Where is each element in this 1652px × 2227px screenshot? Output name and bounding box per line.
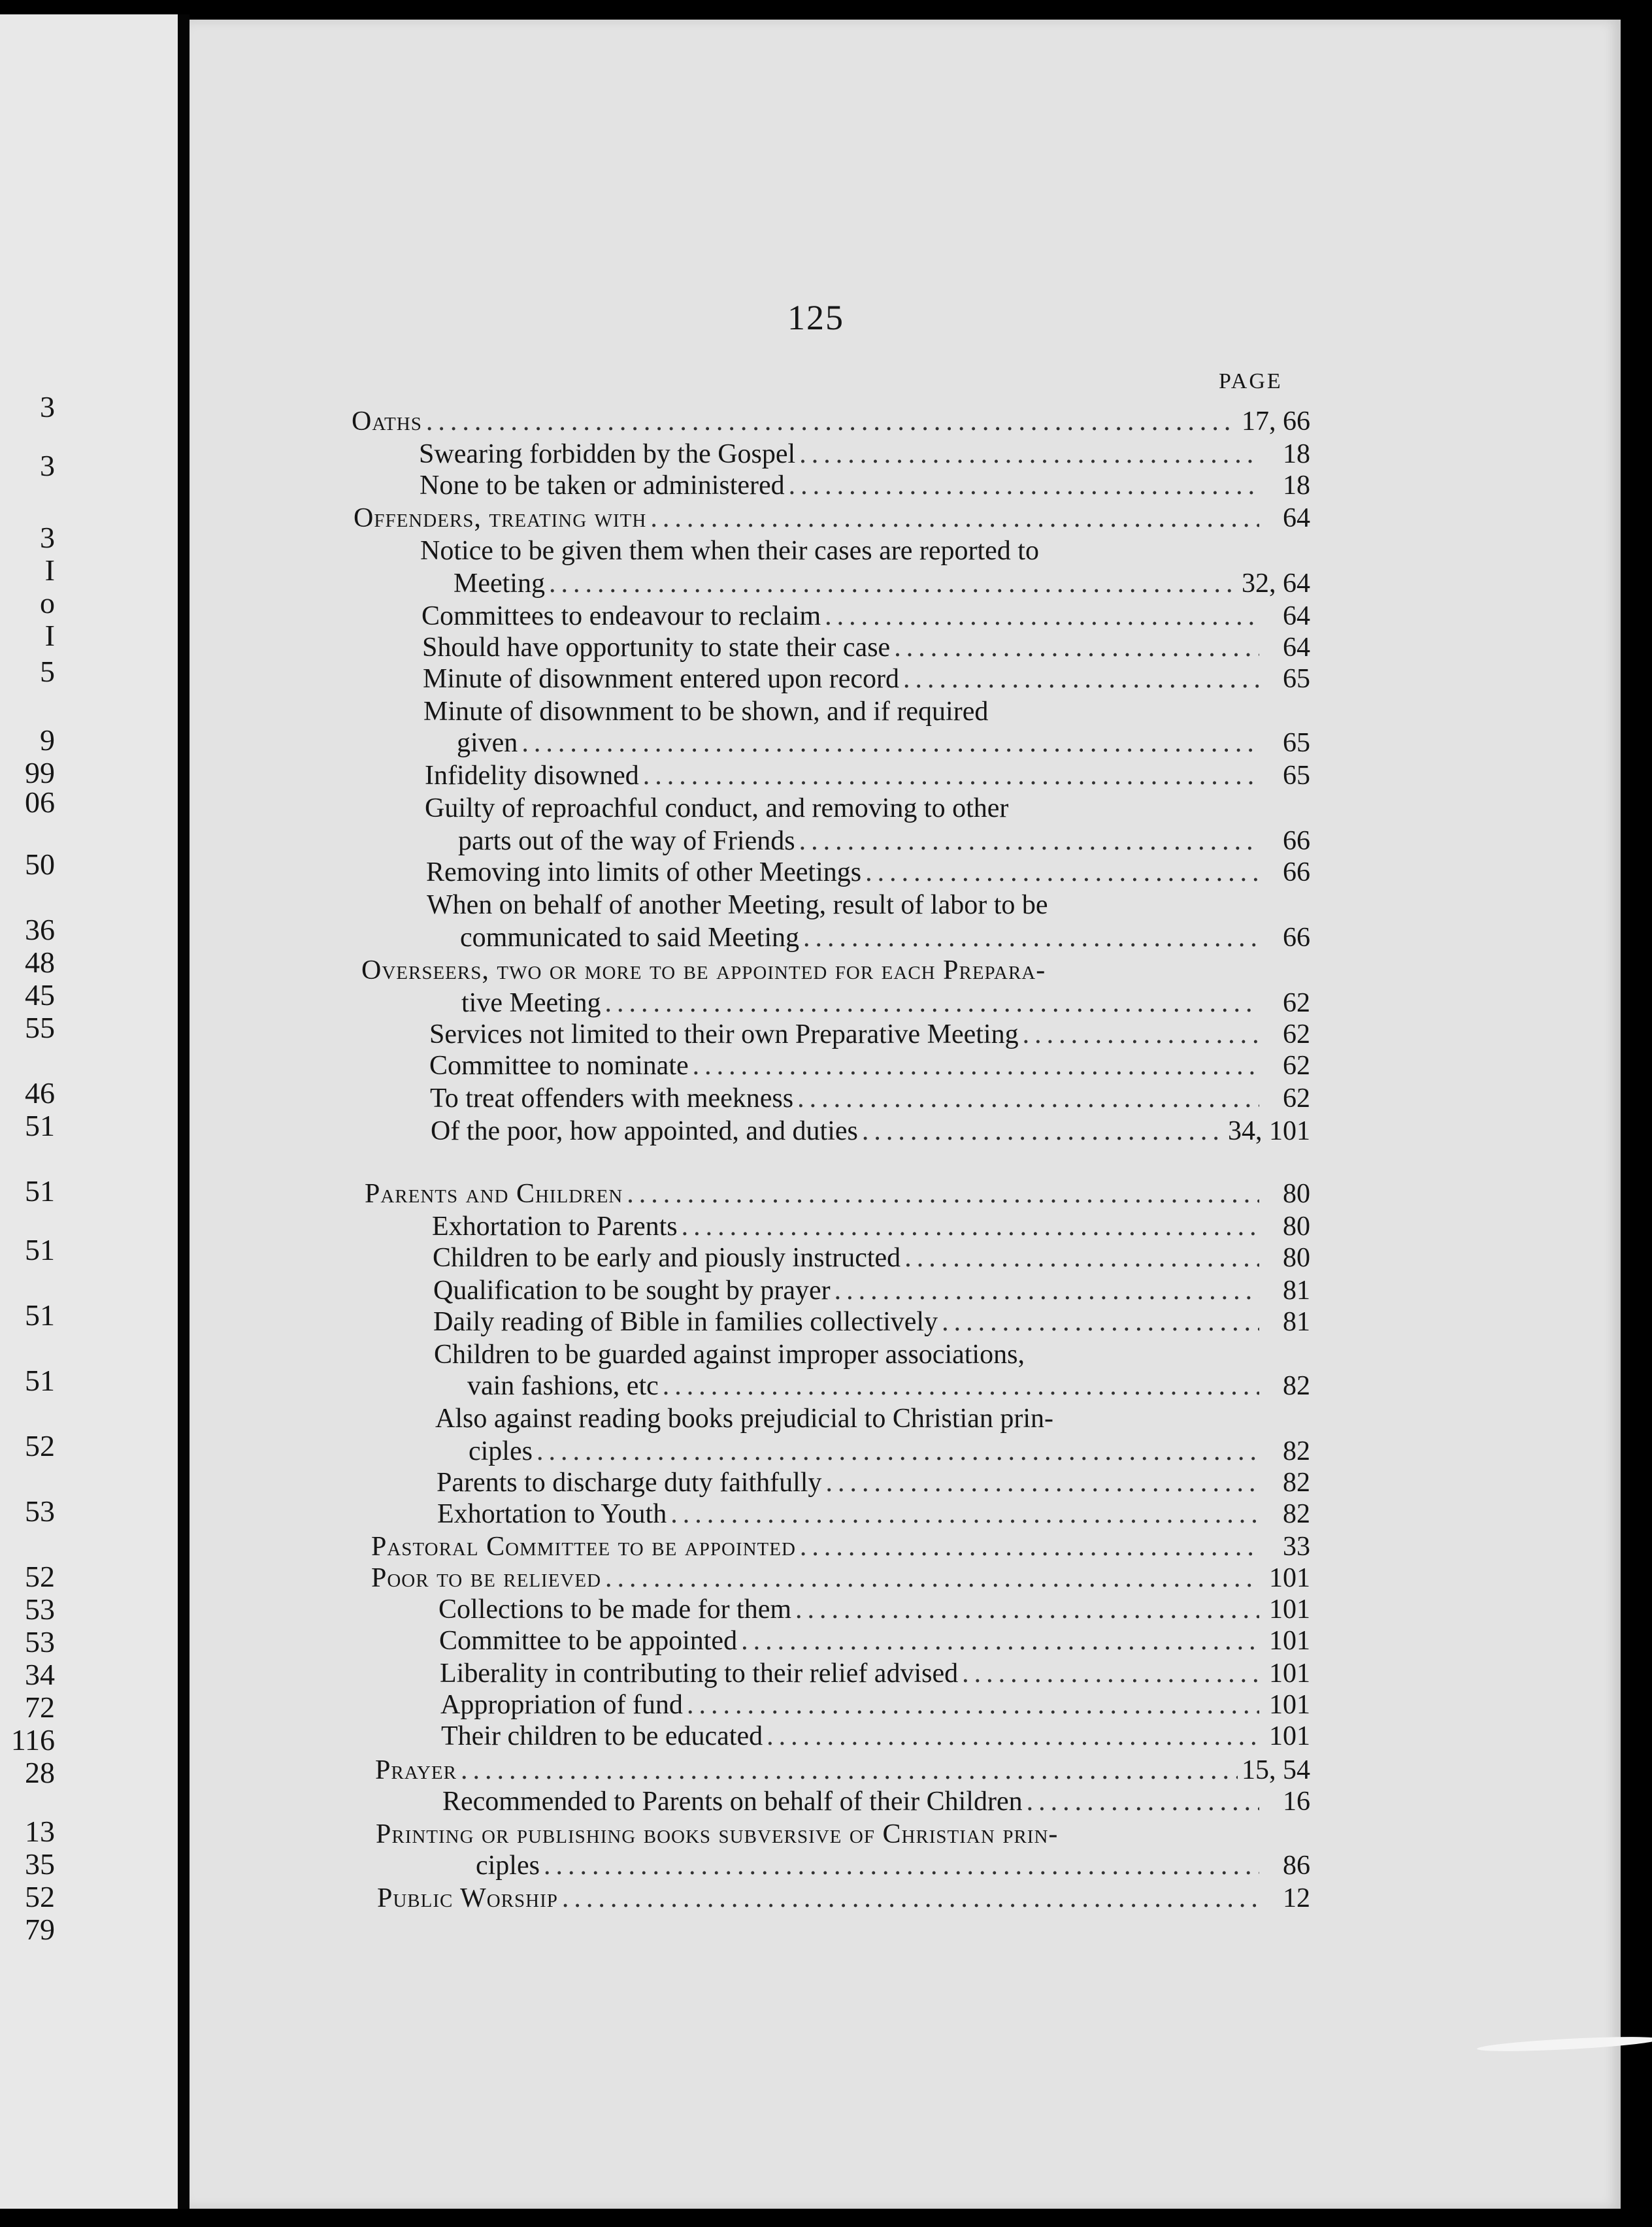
entry-page-ref: 62	[1283, 1051, 1310, 1081]
left-page-number: 53	[25, 1625, 55, 1658]
leader-dots	[687, 1689, 1259, 1721]
entry-text: Poor to be relieved	[371, 1563, 602, 1593]
left-page-number: 51	[25, 1364, 55, 1397]
index-entry	[469, 1435, 1310, 1468]
entry-page-ref: 101	[1269, 1594, 1310, 1625]
index-entry	[441, 1720, 1310, 1753]
leader-dots	[693, 1049, 1259, 1082]
leader-dots	[942, 1306, 1259, 1338]
leader-dots	[789, 469, 1259, 502]
index-heading	[365, 1178, 1310, 1210]
index-entry	[423, 695, 1310, 728]
index-entry	[435, 1402, 1310, 1435]
index-heading	[354, 502, 1310, 535]
entry-text: None to be taken or administered	[420, 470, 785, 501]
entry-page-ref: 82	[1283, 1371, 1310, 1401]
entry-text: Minute of disownment to be shown, and if required	[423, 697, 989, 727]
entry-page-ref: 15, 54	[1242, 1755, 1310, 1785]
entry-page-ref: 66	[1283, 826, 1310, 856]
entry-text: tive Meeting	[461, 988, 601, 1018]
index-heading	[371, 1562, 1310, 1594]
index-entry	[420, 535, 1310, 567]
leader-dots	[682, 1210, 1259, 1243]
index-entry	[460, 921, 1310, 954]
left-page-number: 51	[25, 1298, 55, 1332]
index-entry	[467, 1370, 1310, 1402]
entry-text: Parents to discharge duty faithfully	[437, 1468, 822, 1498]
leader-dots	[825, 600, 1259, 633]
entry-text: Committee to be appointed	[439, 1626, 738, 1656]
leader-dots	[562, 1882, 1259, 1915]
leader-dots	[461, 1754, 1238, 1787]
left-page-number: 28	[25, 1756, 55, 1789]
entry-text: Their children to be educated	[441, 1721, 763, 1751]
leader-dots	[537, 1435, 1259, 1468]
entry-page-ref: 101	[1269, 1563, 1310, 1593]
leader-dots	[799, 825, 1259, 857]
leader-dots	[549, 567, 1238, 600]
index-entry	[419, 438, 1310, 470]
entry-text: Appropriation of fund	[440, 1690, 683, 1720]
leader-dots	[604, 987, 1259, 1019]
entry-page-ref: 65	[1283, 664, 1310, 694]
entry-page-ref: 64	[1283, 601, 1310, 631]
leader-dots	[670, 1498, 1259, 1530]
left-page-number: 79	[25, 1913, 55, 1946]
left-page-number: 51	[25, 1109, 55, 1142]
entry-text: Committee to nominate	[429, 1051, 689, 1081]
entry-page-ref: 62	[1283, 1019, 1310, 1049]
left-page-number: 51	[25, 1174, 55, 1208]
entry-text: communicated to said Meeting	[460, 923, 800, 953]
entry-page-ref: 82	[1283, 1468, 1310, 1498]
leader-dots	[904, 1242, 1259, 1274]
index-entry	[427, 889, 1310, 921]
index-entry	[422, 631, 1310, 664]
leader-dots	[825, 1466, 1259, 1499]
entry-page-ref: 17, 66	[1242, 406, 1310, 437]
left-page-number: 9	[40, 723, 55, 757]
index-heading	[377, 1882, 1310, 1915]
index-entry	[426, 856, 1310, 889]
entry-text: Liberality in contributing to their relief advised	[440, 1658, 959, 1689]
entry-text: Pastoral Committee to be appointed	[371, 1532, 796, 1562]
index-heading	[375, 1754, 1310, 1787]
left-page-number: 53	[25, 1494, 55, 1528]
entry-text: Guilty of reproachful conduct, and removing to other	[425, 793, 1009, 823]
left-page-number: I	[44, 553, 55, 587]
index-entry	[440, 1657, 1310, 1690]
entry-page-ref: 62	[1283, 988, 1310, 1018]
index-heading	[371, 1530, 1310, 1563]
entry-page-ref: 86	[1283, 1851, 1310, 1881]
left-page-number: 13	[25, 1815, 55, 1848]
leader-dots	[795, 1593, 1259, 1626]
entry-text: given	[457, 728, 518, 758]
left-page-number: 3	[40, 521, 55, 554]
left-page-number: 3	[40, 449, 55, 482]
entry-page-ref: 82	[1283, 1436, 1310, 1466]
entry-text: Infidelity disowned	[425, 761, 639, 791]
index-entry	[429, 1049, 1310, 1082]
leader-dots	[799, 438, 1259, 470]
entry-text: Qualification to be sought by prayer	[433, 1276, 831, 1306]
left-page-number: 51	[25, 1233, 55, 1266]
entry-text: Children to be early and piously instructed	[433, 1243, 901, 1273]
leader-dots	[426, 405, 1238, 438]
entry-page-ref: 34, 101	[1228, 1116, 1310, 1146]
index-heading	[352, 405, 1310, 438]
leader-dots	[797, 1082, 1259, 1115]
left-page-number: 50	[25, 848, 55, 881]
index-entry	[425, 759, 1310, 792]
entry-text: Also against reading books prejudicial to Christian prin-	[435, 1404, 1053, 1434]
leader-dots	[903, 663, 1259, 695]
entry-page-ref: 66	[1283, 923, 1310, 953]
entry-text: Collections to be made for them	[438, 1594, 792, 1625]
entry-text: Should have opportunity to state their case	[422, 633, 891, 663]
entry-text: Notice to be given them when their cases are reported to	[420, 536, 1039, 566]
index-entry	[425, 792, 1310, 825]
left-page-number: 48	[25, 946, 55, 979]
entry-page-ref: 101	[1269, 1721, 1310, 1751]
entry-text: Committees to endeavour to reclaim	[421, 601, 821, 631]
leader-dots	[767, 1720, 1259, 1753]
entry-page-ref: 80	[1283, 1243, 1310, 1273]
entry-text: Services not limited to their own Preparative Meeting	[429, 1019, 1019, 1049]
leader-dots	[800, 1530, 1259, 1563]
left-page-number: 52	[25, 1880, 55, 1913]
entry-page-ref: 16	[1283, 1787, 1310, 1817]
leader-dots	[627, 1178, 1259, 1210]
leader-dots	[643, 759, 1259, 792]
left-page-number: I	[44, 619, 55, 652]
leader-dots	[1023, 1018, 1259, 1051]
index-entry	[457, 727, 1310, 759]
left-page-number: 99	[25, 756, 55, 789]
index-heading	[361, 954, 1310, 987]
entry-text: Children to be guarded against improper associations,	[434, 1340, 1025, 1370]
entry-page-ref: 65	[1283, 728, 1310, 758]
left-page-number: 72	[25, 1691, 55, 1724]
entry-text: Overseers, two or more to be appointed for each Prepara-	[361, 955, 1046, 985]
index-entry	[420, 469, 1310, 502]
entry-text: Minute of disownment entered upon record	[423, 664, 899, 694]
leader-dots	[865, 856, 1259, 889]
left-page-number: 36	[25, 913, 55, 946]
index-entry	[438, 1593, 1310, 1626]
entry-page-ref: 62	[1283, 1083, 1310, 1114]
entry-text: vain fashions, etc	[467, 1371, 659, 1401]
entry-text: Exhortation to Parents	[432, 1212, 678, 1242]
index-entry	[423, 663, 1310, 695]
index-entry	[431, 1115, 1310, 1147]
leader-dots	[862, 1115, 1224, 1147]
leader-dots	[1027, 1785, 1259, 1818]
entry-text: Parents and Children	[365, 1179, 623, 1209]
entry-page-ref: 18	[1283, 439, 1310, 469]
leader-dots	[544, 1849, 1259, 1882]
entry-text: Exhortation to Youth	[437, 1499, 667, 1529]
index-entry	[439, 1625, 1310, 1657]
entry-text: Oaths	[352, 406, 422, 437]
entry-page-ref: 101	[1269, 1626, 1310, 1656]
entry-text: Offenders, treating with	[354, 503, 647, 533]
entry-page-ref: 101	[1269, 1658, 1310, 1689]
index-entry	[458, 825, 1310, 857]
entry-page-ref: 18	[1283, 470, 1310, 501]
index-entry	[454, 567, 1310, 600]
entry-text: parts out of the way of Friends	[458, 826, 795, 856]
index-entry	[433, 1274, 1310, 1307]
leader-dots	[803, 921, 1259, 954]
entry-text: Of the poor, how appointed, and duties	[431, 1116, 858, 1146]
entry-text: Public Worship	[377, 1883, 558, 1913]
entry-page-ref: 65	[1283, 761, 1310, 791]
index-heading	[376, 1818, 1310, 1851]
entry-page-ref: 66	[1283, 857, 1310, 887]
entry-text: Removing into limits of other Meetings	[426, 857, 862, 887]
entry-text: Meeting	[454, 569, 545, 599]
entry-text: Prayer	[375, 1755, 457, 1785]
index-entry	[442, 1785, 1310, 1818]
entry-text: To treat offenders with meekness	[430, 1083, 794, 1114]
left-page-number: 06	[25, 785, 55, 819]
index-entry	[440, 1689, 1310, 1721]
entry-page-ref: 32, 64	[1242, 569, 1310, 599]
entry-text: Swearing forbidden by the Gospel	[419, 439, 796, 469]
left-page-number: 5	[40, 655, 55, 688]
index-entry	[421, 600, 1310, 633]
left-page-number: 3	[40, 390, 55, 423]
entry-page-ref: 82	[1283, 1499, 1310, 1529]
leader-dots	[663, 1370, 1259, 1402]
index-entry	[433, 1242, 1310, 1274]
index-entry	[433, 1306, 1310, 1338]
index-entry	[430, 1082, 1310, 1115]
entry-page-ref: 33	[1283, 1532, 1310, 1562]
entry-text: ciples	[476, 1851, 540, 1881]
left-page-number: 45	[25, 978, 55, 1012]
entry-page-ref: 81	[1283, 1276, 1310, 1306]
entry-page-ref: 80	[1283, 1179, 1310, 1209]
index-entry	[429, 1018, 1310, 1051]
page-column-label: PAGE	[1219, 369, 1283, 393]
left-page-number: o	[40, 586, 55, 619]
entry-page-ref: 12	[1283, 1883, 1310, 1913]
entry-text: ciples	[469, 1436, 533, 1466]
leader-dots	[834, 1274, 1259, 1307]
left-page-number: 53	[25, 1592, 55, 1626]
leader-dots	[962, 1657, 1259, 1690]
entry-page-ref: 80	[1283, 1212, 1310, 1242]
entry-page-ref: 64	[1283, 503, 1310, 533]
left-page-number: 35	[25, 1847, 55, 1881]
leader-dots	[741, 1625, 1259, 1657]
index-entry	[476, 1849, 1310, 1882]
left-page-number: 116	[10, 1723, 55, 1757]
left-page-number: 52	[25, 1429, 55, 1462]
page-number: 125	[787, 298, 844, 337]
left-page-number: 34	[25, 1658, 55, 1691]
leader-dots	[650, 502, 1259, 535]
index-entry	[434, 1338, 1310, 1371]
leader-dots	[605, 1562, 1259, 1594]
leader-dots	[521, 727, 1259, 759]
entry-page-ref: 101	[1269, 1690, 1310, 1720]
entry-text: Printing or publishing books subversive of Christian prin-	[376, 1819, 1059, 1849]
entry-text: Recommended to Parents on behalf of their Children	[442, 1787, 1023, 1817]
index-entry	[437, 1466, 1310, 1499]
left-page-number: 55	[25, 1011, 55, 1044]
leader-dots	[894, 631, 1259, 664]
left-page-number: 52	[25, 1560, 55, 1593]
entry-text: When on behalf of another Meeting, result of labor to be	[427, 890, 1048, 920]
entry-text: Daily reading of Bible in families collectively	[433, 1307, 938, 1337]
index-entry	[461, 987, 1310, 1019]
left-page-number: 46	[25, 1076, 55, 1110]
index-entry	[437, 1498, 1310, 1530]
index-entry	[432, 1210, 1310, 1243]
entry-page-ref: 64	[1283, 633, 1310, 663]
entry-page-ref: 81	[1283, 1307, 1310, 1337]
